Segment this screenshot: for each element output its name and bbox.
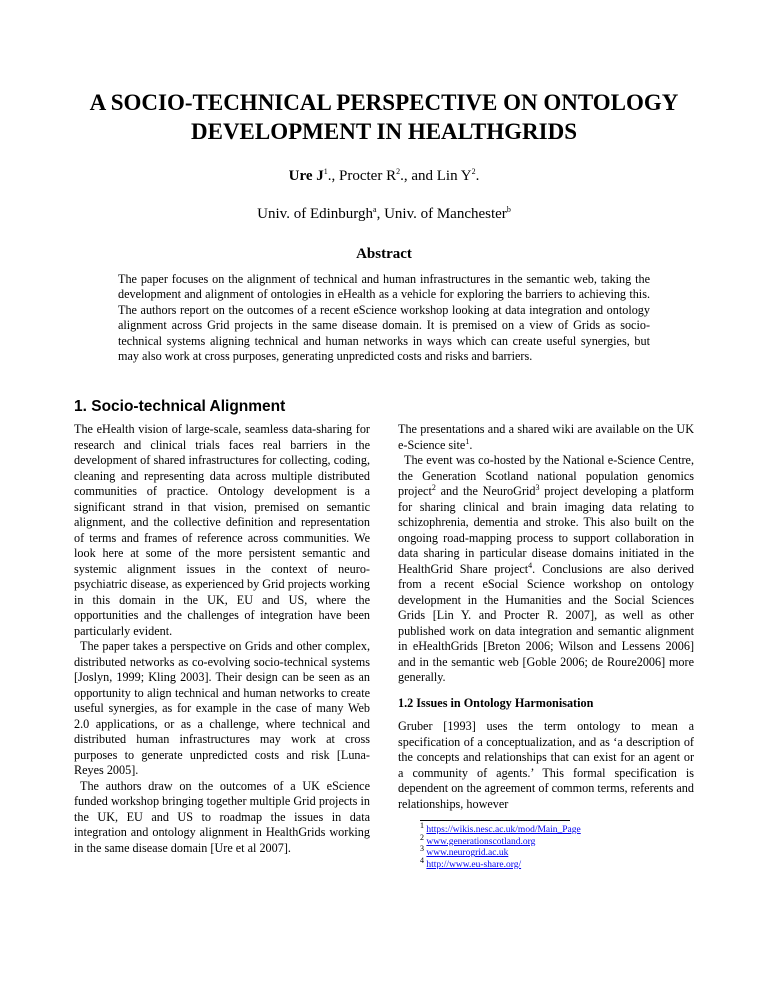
author-name: Ure J — [288, 168, 324, 184]
abstract-heading: Abstract — [356, 246, 412, 262]
footnote: $^4$ http://www.eu-share.org/ — [420, 855, 522, 870]
author-name: Procter R — [339, 168, 397, 184]
right-column — [398, 422, 694, 871]
affiliation-list: Univ. of Edinburgh$^a$, Univ. of Manchester$^b$ — [257, 205, 511, 222]
footnote-marker: 4 — [528, 560, 533, 570]
footnote-link[interactable]: http://www.eu-share.org/ — [426, 859, 522, 870]
footnote-link[interactable]: www.generationscotland.org — [426, 836, 536, 847]
paragraph: Gruber [1993] uses the term ontology to mean a specification of a conceptualization, and as ‘a description of the concepts and relationships that can exist for an agent or a community of agents.’ This formal specification is dependent on the agreement of common terms, referents and relationships, however — [398, 719, 694, 811]
section-heading: 1. Socio-technical Alignment — [74, 398, 286, 415]
left-column — [74, 422, 370, 856]
author-affiliation-marker: 2 — [396, 167, 401, 176]
footnotes — [420, 820, 694, 871]
paragraph: The authors draw on the outcomes of a UK eScience funded workshop bringing together multiple Grid projects in the UK, EU and US to roadmap the issues in data integration and ontology alignment in HealthGrids working in the same disease domain [Ure et al 2007]. — [74, 778, 370, 855]
paragraph: The eHealth vision of large-scale, seamless data-sharing for research and clinical trials faces real barriers in the development of shared infrastructures for collecting, coding, cleaning and representing data across multiple distributed communities of practice. Ontology development is a significant strand in that vision, premised on semantic alignment, and the collective definition and representation of terms and frames of reference across communities. We look here at some of the more persistent semantic and systemic alignment issues in the context of neuro-psychiatric disease, as experienced by Grid projects working in this domain in the UK, EU and US, where the opportunities and the challenges of integration have been particularly evident. — [74, 422, 370, 638]
affiliation-marker: a — [373, 205, 377, 214]
abstract-text: The paper focuses on the alignment of technical and human infrastructures in the semantic web, taking the development and alignment of ontologies in eHealth as a vehicle for exploring the barriers to achieving this. The authors report on the outcomes of a recent eScience workshop looking at data integration and ontology alignment across Grid projects in the same disease domain. It is premised on a view of Grids as socio-technical systems aligning technical and human networks in ways which can create useful synergies, but may also work at cross purposes, generating unpredicted costs and risks and barriers. — [118, 272, 650, 364]
author-name: Lin Y — [436, 168, 472, 184]
footnote-link[interactable]: www.neurogrid.ac.uk — [426, 848, 509, 859]
footnote-link[interactable]: https://wikis.nesc.ac.uk/mod/Main_Page — [426, 825, 581, 835]
paragraph: The presentations and a shared wiki are available on the UK e-Science site$^1$. — [398, 422, 694, 452]
footnote: $^1$ https://wikis.nesc.ac.uk/mod/Main_Page — [420, 820, 581, 835]
author-affiliation-marker: 2 — [471, 167, 476, 176]
footnote: $^3$ www.neurogrid.ac.uk — [420, 844, 509, 859]
affiliation: Univ. of Edinburgh — [257, 206, 373, 222]
subsection-heading: 1.2 Issues in Ontology Harmonisation — [398, 695, 594, 710]
footnote-divider — [420, 820, 570, 821]
paper-title: A SOCIO-TECHNICAL PERSPECTIVE ON ONTOLOGY DEVELOPMENT IN HEALTHGRIDS — [89, 90, 679, 144]
footnote-marker: 1 — [465, 436, 470, 446]
author-affiliation-marker: 1 — [323, 167, 328, 176]
footnote-marker: 2 — [431, 482, 436, 492]
paragraph: The event was co-hosted by the National e-Science Centre, the Generation Scotland national population genomics project$^2$ and the NeuroGrid$^3$ project developing a platform for sharing clinical and brain imaging data relating to schizophrenia, dementia and stroke. This also built on the ongoing road-mapping process to support collaboration in data sharing in particular disease domains initiated in the HealthGrid Share project$^4$. Conclusions are also derived from a recent eSocial Science workshop on ontology development in the Humanities and the Social Sciences Grids [Lin Y. and Procter R. 2007], as well as other published work on data integration and semantic alignment in eHealthGrids [Breton 2006; Wilson and Lessens 2006] and in the semantic web [Goble 2006; de Roure2006] more generally. — [398, 453, 694, 684]
author-list: Ure $J^1$., Procter $R^2$., and Lin $Y^2$. — [288, 167, 480, 184]
affiliation-marker: b — [506, 205, 511, 214]
footnote-marker: 3 — [535, 482, 540, 492]
affiliation: Univ. of Manchester — [384, 206, 507, 222]
footnote: $^2$ www.generationscotland.org — [420, 832, 536, 847]
paragraph: The paper takes a perspective on Grids and other complex, distributed networks as co-evolving socio-technical systems [Joslyn, 1999; Kling 2003]. Their design can be seen as an opportunity to align technical and human networks to create useful synergies, as for example in the case of many Web 2.0 applications, or as a challenge, where technical and distributed human infrastructures may work at cross purposes to generate unpredicted costs and risk [Luna-Reyes 2005]. — [74, 639, 370, 777]
